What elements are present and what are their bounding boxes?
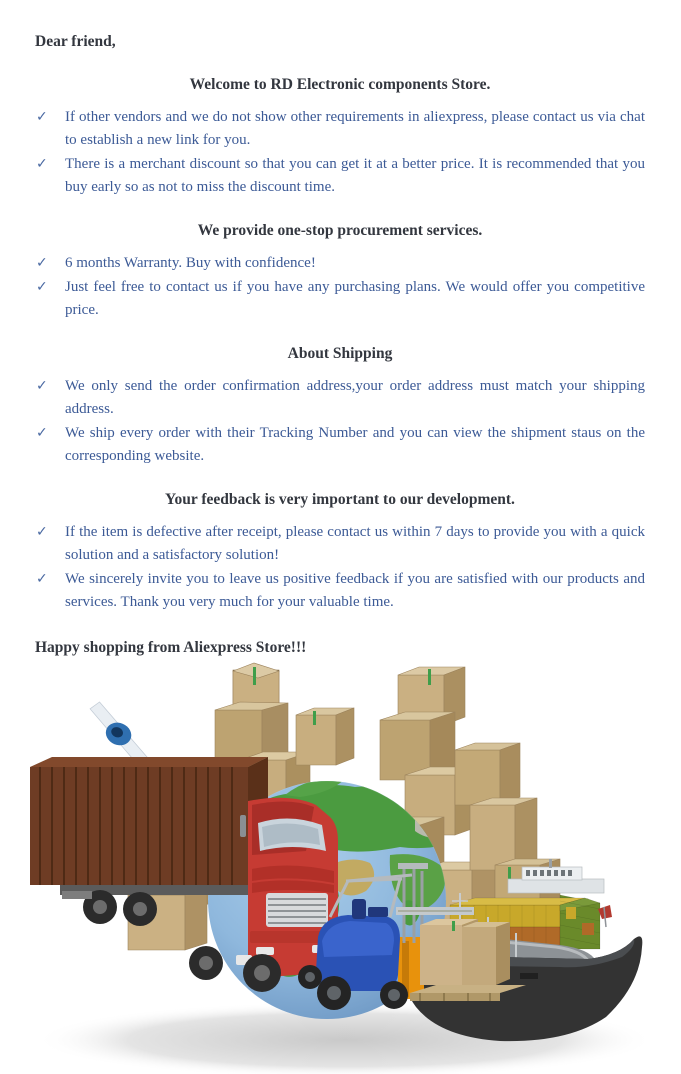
- list-item-text: Just feel free to contact us if you have any purchasing plans. We would offer you competitive price.: [65, 279, 645, 318]
- list-item: [35, 422, 645, 468]
- list-item-text: We only send the order confirmation address,your order address must match your shipping address.: [65, 378, 645, 417]
- logistics-illustration: [0, 655, 681, 1074]
- list-item: [35, 106, 645, 152]
- list-item: [35, 276, 645, 322]
- checkmark-icon: ✓: [36, 378, 48, 394]
- checklist-procurement: [35, 252, 645, 322]
- list-item-text: We sincerely invite you to leave us positive feedback if you are satisfied with our products and services. Thank you very much for your valuable time.: [65, 571, 645, 610]
- checkmark-icon: ✓: [36, 425, 48, 441]
- list-item-text: There is a merchant discount so that you can get it at a better price. It is recommended that you buy early so as not to miss the discount time.: [65, 156, 645, 195]
- checkmark-icon: ✓: [36, 279, 48, 295]
- checklist-welcome: [35, 106, 645, 199]
- greeting-text: Dear friend,: [35, 33, 116, 50]
- list-item-text: If other vendors and we do not show other requirements in aliexpress, please contact us via chat to establish a new link for you.: [65, 109, 645, 148]
- closing-text: Happy shopping from Aliexpress Store!!!: [35, 639, 307, 656]
- checkmark-icon: ✓: [36, 255, 48, 271]
- list-item: [35, 153, 645, 199]
- section-heading-feedback: Your feedback is very important to our development.: [165, 491, 515, 508]
- list-item: [35, 252, 645, 275]
- list-item-text: If the item is defective after receipt, please contact us within 7 days to provide you with a quick solution and a satisfactory solution!: [65, 524, 645, 563]
- checklist-feedback: [35, 521, 645, 614]
- checkmark-icon: ✓: [36, 571, 48, 587]
- list-item-text: We ship every order with their Tracking Number and you can view the shipment staus on the corresponding website.: [65, 425, 645, 464]
- checklist-shipping: [35, 375, 645, 468]
- section-heading-welcome: Welcome to RD Electronic components Store.: [189, 76, 491, 93]
- section-heading-shipping: About Shipping: [287, 345, 393, 362]
- list-item: [35, 375, 645, 421]
- list-item: [35, 521, 645, 567]
- list-item: [35, 568, 645, 614]
- checkmark-icon: ✓: [36, 524, 48, 540]
- checkmark-icon: ✓: [36, 156, 48, 172]
- list-item-text: 6 months Warranty. Buy with confidence!: [65, 255, 316, 271]
- section-heading-procurement: We provide one-stop procurement services.: [197, 222, 483, 239]
- checkmark-icon: ✓: [36, 109, 48, 125]
